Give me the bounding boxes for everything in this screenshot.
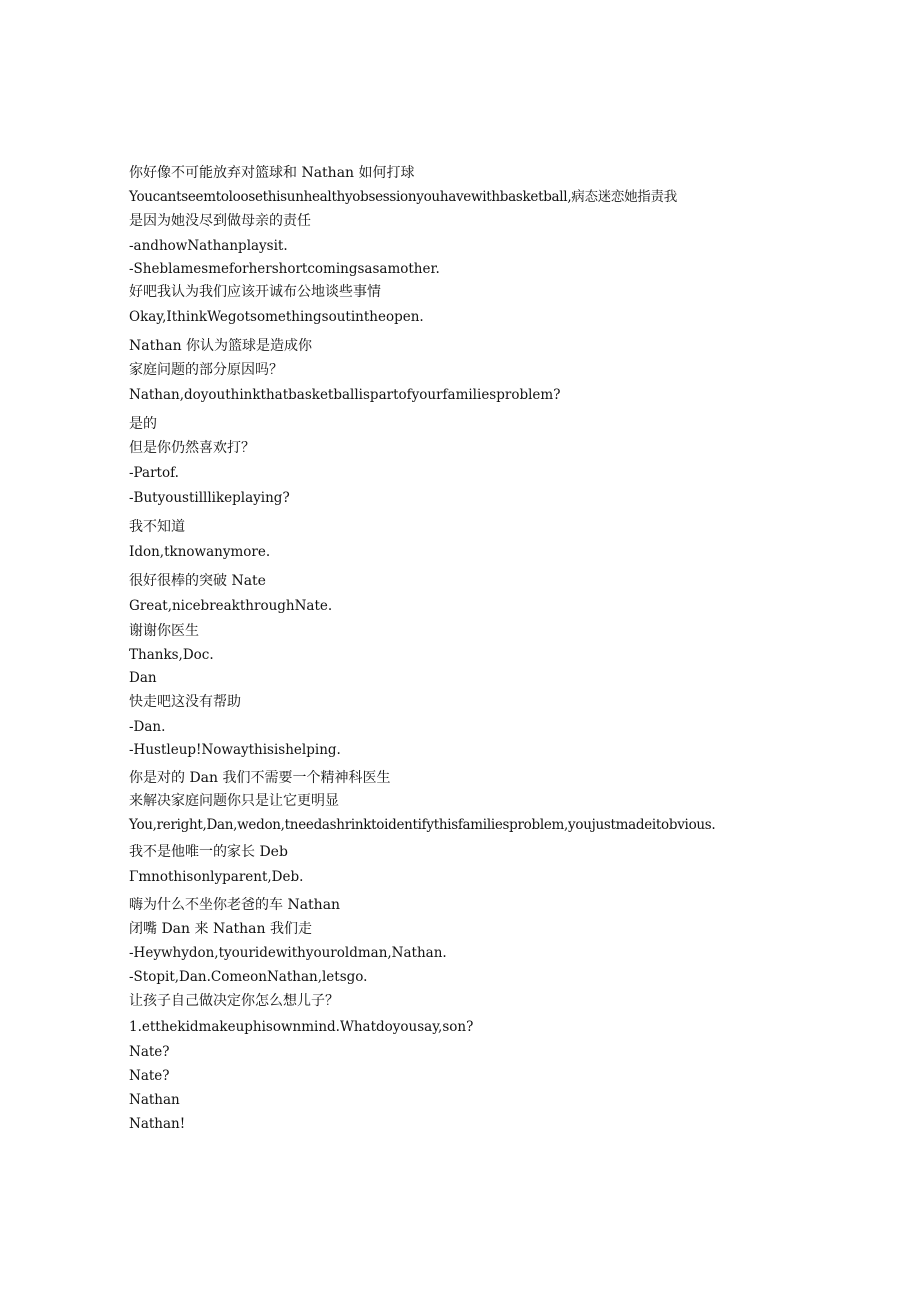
subtitle-line: Nathan <box>129 1092 180 1108</box>
subtitle-line: 快走吧这没有帮助 <box>129 694 241 710</box>
subtitle-line: -Stopit,Dan.ComeonNathan,letsgo. <box>129 969 368 985</box>
subtitle-line: Great,nicebreakthroughNate. <box>129 598 333 614</box>
subtitle-line: Nate? <box>129 1068 170 1084</box>
subtitle-line: -Sheblamesmeforhershortcomingsasamother. <box>129 261 440 277</box>
subtitle-line: Nathan! <box>129 1116 186 1132</box>
subtitle-line: 来解决家庭问题你只是让它更明显 <box>129 793 339 809</box>
subtitle-line: Dan <box>129 670 157 686</box>
subtitle-line: Γmnothisonlyparent,Deb. <box>129 869 304 885</box>
subtitle-line: You,reright,Dan,wedon,tneedashrinktoidentifythisfamiliesproblem,youjustmadeitobvious. <box>129 817 716 833</box>
subtitle-line: 谢谢你医生 <box>129 623 199 639</box>
subtitle-line: -Butyoustilllikeplaying? <box>129 490 290 506</box>
subtitle-line: -Partof. <box>129 465 179 481</box>
subtitle-line: Okay,IthinkWegotsomethingsoutintheopen. <box>129 309 424 325</box>
subtitle-line: 我不知道 <box>129 519 185 535</box>
subtitle-line: 好吧我认为我们应该开诚布公地谈些事情 <box>129 284 381 300</box>
subtitle-line: Idon,tknowanymore. <box>129 544 271 560</box>
subtitle-line: 闭嘴 Dan 来 Nathan 我们走 <box>129 921 312 937</box>
subtitle-line: 家庭问题的部分原因吗？ <box>129 362 283 378</box>
subtitle-line: Youcantseemtoloosethisunhealthyobsessionyouhavewithbasketball,病态迷恋她指责我 <box>129 189 677 205</box>
subtitle-line: 嗨为什么不坐你老爸的车 Nathan <box>129 897 341 913</box>
subtitle-line: Nate? <box>129 1044 170 1060</box>
subtitle-line: 是的 <box>129 416 157 432</box>
subtitle-line: 我不是他唯一的家长 Deb <box>129 844 288 860</box>
subtitle-line: -Heywhydon,tyouridewithyouroldman,Nathan. <box>129 945 447 961</box>
subtitle-line: 你好像不可能放弃对篮球和 Nathan 如何打球 <box>129 165 415 181</box>
subtitle-line: Nathan,doyouthinkthatbasketballispartofyourfamiliesproblem? <box>129 387 561 403</box>
subtitle-line: 很好很棒的突破 Nate <box>129 573 266 589</box>
subtitle-line: -andhowNathanplaysit. <box>129 238 288 254</box>
subtitle-line: -Hustleup!Nowaythisishelping. <box>129 742 341 758</box>
subtitle-line: 你是对的 Dan 我们不需要一个精神科医生 <box>129 770 391 786</box>
subtitle-line: 1.etthekidmakeuphisownmind.Whatdoyousay,son? <box>129 1019 474 1035</box>
subtitle-line: -Dan. <box>129 719 166 735</box>
subtitle-line: 但是你仍然喜欢打？ <box>129 440 255 456</box>
subtitle-line: 让孩子自己做决定你怎么想儿子？ <box>129 993 339 1009</box>
subtitle-line: Thanks,Doc. <box>129 647 214 663</box>
subtitle-line: Nathan 你认为篮球是造成你 <box>129 338 313 354</box>
subtitle-line: 是因为她没尽到做母亲的责任 <box>129 213 311 229</box>
